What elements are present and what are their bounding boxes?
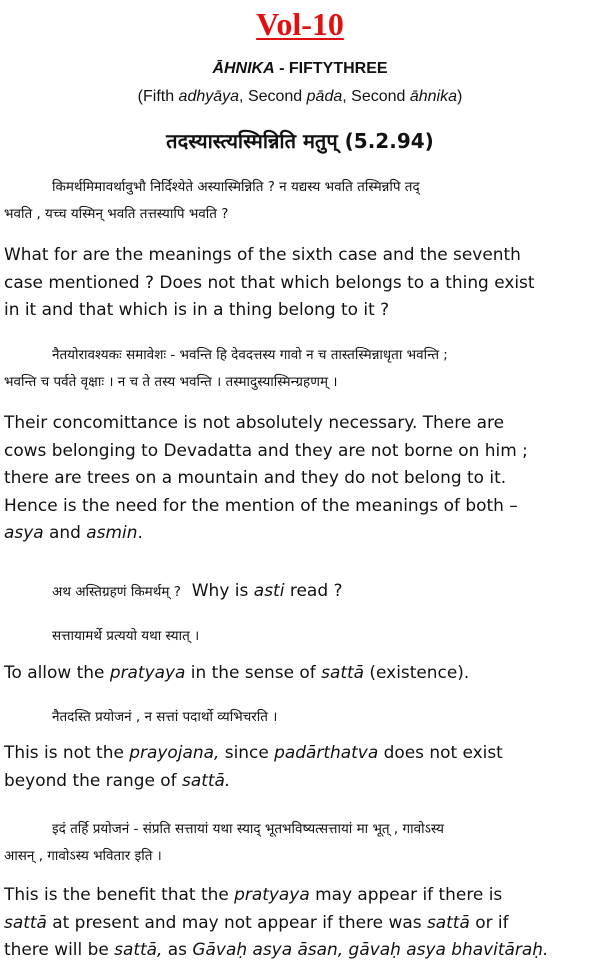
- sanskrit-text: किमर्थमिमावर्थावुभौ निर्दिश्येते अस्यास्मिन्निति ? न यद्यस्य भवति तस्मिन्नपि तद्: [52, 179, 420, 195]
- english-text: To allow the: [4, 663, 110, 683]
- italic-term: sattā: [4, 912, 47, 933]
- ahnika-heading: [0, 58, 600, 80]
- english-line: cows belonging to Devadatta and they are not borne on him ;: [4, 440, 528, 461]
- english-text: there will be: [4, 940, 115, 960]
- english-text: (existence).: [364, 663, 470, 683]
- italic-term: asmin: [86, 523, 138, 543]
- subhead-adhyaya: adhyāya: [178, 88, 240, 105]
- english-paragraph-2: [4, 410, 598, 548]
- italic-term: asti: [253, 581, 285, 601]
- sanskrit-line: [4, 816, 596, 843]
- ahnika-label: ĀHNIKA: [212, 60, 275, 77]
- sanskrit-text: सत्तायामर्थे प्रत्ययो यथा स्यात् ।: [52, 628, 200, 644]
- sanskrit-line: [4, 174, 596, 201]
- english-text: at present and may not appear if there was: [46, 912, 427, 933]
- subhead-pada: pāda: [306, 88, 343, 105]
- italic-term: sattā: [321, 663, 365, 683]
- question-line: [4, 578, 596, 606]
- english-text: This is the benefit that the: [4, 885, 235, 905]
- english-text: as: [162, 940, 193, 960]
- english-paragraph-1: [4, 242, 598, 325]
- english-paragraph-4: [4, 660, 598, 688]
- italic-term: asya: [4, 523, 44, 543]
- english-line: What for are the meanings of the sixth case and the seventh: [4, 245, 521, 265]
- volume-title: Vol-10: [256, 6, 344, 42]
- sanskrit-line: भवति , यच्च यस्मिन् भवति तत्तस्यापि भवति ?: [4, 206, 229, 222]
- italic-term: prayojana,: [129, 743, 220, 763]
- italic-term: pratyaya: [234, 885, 310, 905]
- italic-term: sattā,: [114, 940, 163, 960]
- subhead-ahnika: āhnika: [409, 88, 458, 105]
- english-text: .: [137, 523, 143, 543]
- english-line: [4, 768, 596, 796]
- english-line: case mentioned ? Does not that which belongs to a thing exist: [4, 272, 535, 293]
- english-text: [181, 581, 343, 601]
- sanskrit-paragraph-2: [4, 342, 596, 396]
- ahnika-number: FIFTYTHREE: [288, 60, 388, 77]
- english-line: [4, 910, 596, 938]
- english-line: Their concomittance is not absolutely necessary. There are: [4, 413, 505, 433]
- subhead-mid2: , Second: [342, 88, 410, 105]
- english-line: [4, 660, 596, 688]
- subhead-mid1: , Second: [239, 88, 307, 105]
- sanskrit-text: इदं तर्हि प्रयोजनं - संप्रति सत्तायां यथा स्याद् भूतभविष्यत्सत्तायां मा भूत् , गावोऽस्य: [52, 821, 444, 837]
- sanskrit-paragraph-5: [4, 704, 596, 731]
- question-content: [4, 578, 596, 606]
- english-paragraph-5: [4, 740, 598, 795]
- italic-term: padārthatva: [274, 743, 379, 763]
- english-text: beyond the range of: [4, 770, 183, 791]
- sanskrit-line: [4, 342, 596, 369]
- sanskrit-paragraph-4: [4, 623, 596, 650]
- sutra-heading: तदस्यास्त्यस्मिन्निति मतुप् (5.2.94): [166, 129, 434, 153]
- english-line: [4, 520, 596, 548]
- section-subheading: [0, 86, 600, 108]
- english-text: may appear if there is: [309, 885, 503, 905]
- english-line: Hence is the need for the mention of the meanings of both –: [4, 495, 518, 516]
- sanskrit-line: [4, 623, 596, 650]
- sanskrit-paragraph-1: [4, 174, 596, 228]
- english-line: [4, 937, 596, 965]
- italic-term: sattā.: [182, 770, 231, 791]
- italic-term: sattā: [426, 912, 470, 933]
- sanskrit-line: आसन् , गावोऽस्य भवितार इति ।: [4, 848, 162, 864]
- subhead-close: ): [457, 88, 463, 105]
- english-text: This is not the: [4, 743, 130, 763]
- english-paragraph-6: [4, 882, 598, 965]
- english-text: read ?: [284, 581, 343, 601]
- sanskrit-text: अथ अस्तिग्रहणं किमर्थम् ?: [52, 584, 181, 600]
- english-line: there are trees on a mountain and they do not belong to it.: [4, 468, 507, 488]
- english-line: [4, 740, 596, 768]
- sanskrit-paragraph-6: [4, 816, 596, 870]
- english-text: and: [43, 523, 87, 543]
- subhead-open: (Fifth: [137, 88, 179, 105]
- english-text: does not exist: [378, 743, 503, 763]
- sanskrit-line: [4, 704, 596, 731]
- english-text: since: [219, 743, 275, 763]
- italic-term: Gāvaḥ asya āsan, gāvaḥ asya bhavitāraḥ.: [192, 940, 549, 960]
- english-line: [4, 882, 596, 910]
- english-text: in the sense of: [185, 663, 322, 683]
- italic-term: pratyaya: [109, 663, 186, 683]
- sanskrit-text: नैतदस्ति प्रयोजनं , न सत्तां पदार्थो व्यभिचरति ।: [52, 709, 278, 725]
- sanskrit-text: नैतयोरावश्यकः समावेशः - भवन्ति हि देवदत्तस्य गावो न च तास्तस्मिन्नाधृता भवन्ति ;: [52, 347, 448, 363]
- english-text: Why is: [191, 581, 254, 601]
- ahnika-separator: -: [274, 60, 289, 77]
- english-line: in it and that which is in a thing belong to it ?: [4, 300, 390, 320]
- english-text: or if: [469, 912, 509, 933]
- sanskrit-line: भवन्ति च पर्वते वृक्षाः । न च ते तस्य भवन्ति । तस्मादुस्यास्मिन्ग्रहणम् ।: [4, 374, 338, 390]
